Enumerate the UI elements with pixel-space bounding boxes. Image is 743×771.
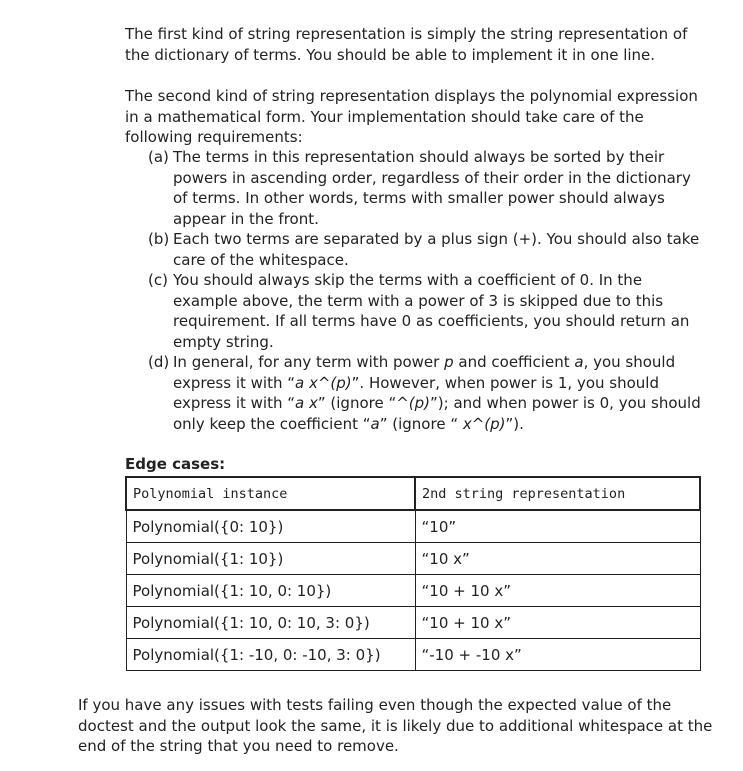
requirement-text: You should always skip the terms with a coefficient of 0. In the example above, the term with a power of 3 is skipped due to this requirement. If all terms have 0 as coefficients, you should return an empty string.: [173, 271, 690, 351]
requirement-d: [148, 352, 708, 434]
intro-paragraph: The first kind of string representation is simply the string representation of the dictionary of terms. You should be able to implement it in one line.: [125, 25, 688, 64]
whitespace-note-paragraph: If you have any issues with tests failing even though the expected value of the doctest and the output look the same, it is likely due to additional whitespace at the end of the string that you need to remove.: [78, 696, 713, 755]
column-header: Polynomial instance: [126, 477, 415, 510]
table-row: [126, 607, 700, 639]
table-row: [126, 575, 700, 607]
requirement-a: [148, 147, 708, 229]
table-cell: “-10 + -10 x”: [415, 639, 700, 671]
table-row: [126, 510, 700, 543]
edge-cases-heading: Edge cases:: [125, 455, 226, 473]
table-header-row: [126, 477, 700, 510]
requirement-text: In general, for any term with power p and coefficient a, you should express it with “a x^(p)”. However, when power is 1, you should express it with “a x” (ignore “^(p)”); and when power is 0, you should only keep the coefficient “a” (ignore “ x^(p)”).: [173, 353, 701, 433]
table-cell: “10 + 10 x”: [415, 575, 700, 607]
requirement-text: The terms in this representation should always be sorted by their powers in ascending order, regardless of their order in the dictionary of terms. In other words, terms with smaller power should always appear in the front.: [173, 148, 691, 228]
table-cell: Polynomial({1: 10, 0: 10}): [126, 575, 415, 607]
table-cell: “10 + 10 x”: [415, 607, 700, 639]
requirement-label: (d): [148, 353, 170, 371]
table-cell: Polynomial({1: 10}): [126, 543, 415, 575]
requirement-label: (b): [148, 230, 170, 248]
requirement-label: (a): [148, 148, 169, 166]
second-representation-paragraph: The second kind of string representation displays the polynomial expression in a mathematical form. Your implementation should take care of the following requirements:: [125, 87, 698, 146]
table-cell: Polynomial({1: -10, 0: -10, 3: 0}): [126, 639, 415, 671]
table-cell: Polynomial({1: 10, 0: 10, 3: 0}): [126, 607, 415, 639]
column-header: 2nd string representation: [415, 477, 700, 510]
requirement-label: (c): [148, 271, 168, 289]
table-row: [126, 639, 700, 671]
requirement-b: [148, 229, 708, 270]
table-cell: “10”: [415, 510, 700, 543]
table-cell: “10 x”: [415, 543, 700, 575]
requirement-text: Each two terms are separated by a plus sign (+). You should also take care of the whitespace.: [173, 230, 700, 269]
table-row: [126, 543, 700, 575]
requirement-c: [148, 270, 708, 352]
edge-cases-table: [125, 476, 701, 671]
table-cell: Polynomial({0: 10}): [126, 510, 415, 543]
